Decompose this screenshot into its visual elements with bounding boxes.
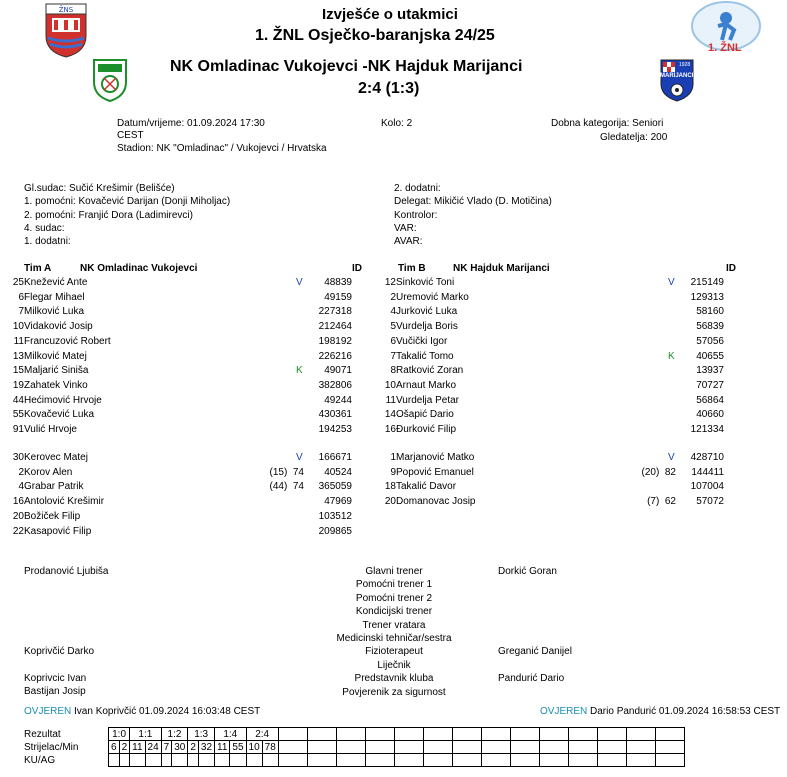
- scorer-row-label: Strijelac/Min: [24, 741, 79, 753]
- result-empty-cell: [626, 728, 655, 741]
- ku-ag-empty-cell: [130, 754, 145, 767]
- scorer-empty-cell: [452, 741, 481, 754]
- team-b-sub-player-sub: (7) 62: [647, 496, 676, 508]
- home-club-rep: Koprivcic Ivan: [24, 673, 87, 684]
- team-a-sub-player-name: Korov Alen: [24, 466, 73, 478]
- scorer-minute-cell: 32: [198, 741, 214, 754]
- result-empty-cell: [481, 728, 510, 741]
- team-b-player-name: Takalić Tomo: [396, 350, 454, 362]
- team-a-sub-player-number: 2: [18, 466, 24, 478]
- match-round: Kolo: 2: [381, 118, 413, 129]
- staff-role-label: Medicinski tehničar/sestra: [336, 633, 452, 644]
- ku-ag-empty-cell: [278, 754, 307, 767]
- verified-status-left: OVJEREN: [24, 706, 72, 717]
- scorer-empty-cell: [307, 741, 336, 754]
- match-teams: [170, 58, 522, 76]
- team-b-player-id: 57056: [696, 335, 724, 347]
- scorer-empty-cell: [481, 741, 510, 754]
- team-b-sub-player-id: 107004: [690, 481, 724, 493]
- result-score-cell: 1:1: [130, 728, 162, 741]
- result-score-cell: 1:4: [215, 728, 247, 741]
- team-a-player-name: Milković Matej: [24, 350, 87, 362]
- ku-ag-empty-cell: [145, 754, 161, 767]
- team-a-sub-player-name: Antolović Krešimir: [24, 496, 105, 508]
- team-b-sub-player-sub: (20) 82: [641, 466, 676, 478]
- result-empty-cell: [394, 728, 423, 741]
- team-a-player-id: 49244: [324, 394, 352, 406]
- ku-ag-empty-cell: [481, 754, 510, 767]
- team-a-sub-player-id: 103512: [318, 510, 352, 522]
- result-empty-cell: [568, 728, 597, 741]
- team-b-player-name: Đurković Filip: [396, 424, 457, 435]
- team-a-player-number: 25: [12, 277, 24, 288]
- ku-ag-empty-cell: [172, 754, 188, 767]
- official-left-line: Gl.sudac: Sučić Krešimir (Belišće): [24, 183, 175, 194]
- staff-role-label: Fizioterapeut: [365, 646, 423, 658]
- result-row-label: Rezultat: [24, 728, 61, 740]
- team-b-player-name: Vučički Igor: [396, 335, 448, 347]
- team-b-player-id: 129313: [690, 291, 724, 303]
- result-row: [24, 728, 684, 741]
- result-score-cell: 1:0: [109, 728, 130, 741]
- scorer-number-cell: 6: [109, 741, 120, 754]
- result-score-cell: 1:3: [188, 728, 215, 741]
- team-b-player-number: 7: [390, 350, 396, 362]
- team-a-sub-player-number: 30: [12, 452, 24, 463]
- match-datetime: Datum/vrijeme: 01.09.2024 17:30: [117, 118, 265, 129]
- away-team-title: NK Hajduk Marijanci: [367, 58, 523, 75]
- team-b-player-number: 2: [390, 291, 396, 303]
- staff-role-label: Glavni trener: [365, 566, 423, 577]
- team-b-player-name: Arnaut Marko: [396, 379, 457, 391]
- team-a-player-name: Zahatek Vinko: [24, 379, 88, 391]
- league-logo: [690, 0, 762, 58]
- official-right-line: Kontrolor:: [394, 209, 438, 221]
- team-b-player-id: 56864: [696, 394, 724, 406]
- team-b-player-id: 70727: [696, 379, 724, 391]
- city-coat-of-arms-logo: [44, 0, 88, 58]
- svg-text:ŽNS: ŽNS: [58, 6, 74, 14]
- team-b-sub-player-name: Popović Emanuel: [396, 466, 474, 478]
- team-b-label: Tim B: [398, 263, 426, 274]
- ku-ag-empty-cell: [539, 754, 568, 767]
- official-right-line: 2. dodatni:: [394, 183, 441, 194]
- team-b-player-number: 11: [385, 394, 396, 406]
- team-a-player-id: 212464: [318, 321, 352, 333]
- away-head-coach: Dorkić Goran: [498, 566, 557, 577]
- staff-role-label: Pomoćni trener 2: [355, 592, 433, 604]
- team-a-sub-player-number: 22: [12, 525, 24, 537]
- match-stadium: Stadion: NK "Omladinac" / Vukojevci / Hrvatska: [117, 143, 327, 154]
- result-empty-cell: [452, 728, 481, 741]
- team-a-player-id: 430361: [318, 409, 352, 421]
- scorer-empty-cell: [510, 741, 539, 754]
- team-a-player-number: 44: [12, 394, 24, 406]
- scorer-number-cell: 11: [130, 741, 145, 754]
- official-left-line: 1. dodatni:: [24, 236, 71, 248]
- home-physio: Koprivčić Darko: [24, 646, 95, 657]
- scorer-minute-cell: 55: [230, 741, 246, 754]
- away-club-rep: Pandurić Dario: [498, 673, 565, 684]
- team-a-sub-player-name: Grabar Patrik: [24, 481, 84, 493]
- team-a-player-id: 382806: [318, 379, 352, 391]
- team-a-player-number: 10: [12, 321, 24, 333]
- verified-text-right: Dario Pandurić 01.09.2024 16:58:53 CEST: [590, 706, 781, 717]
- team-b-player-name: Jurković Luka: [396, 306, 458, 318]
- ku-ag-empty-cell: [423, 754, 452, 767]
- ku-ag-empty-cell: [230, 754, 246, 767]
- result-empty-cell: [539, 728, 568, 741]
- ku-ag-empty-cell: [119, 754, 130, 767]
- scorer-empty-cell: [597, 741, 626, 754]
- ku-ag-empty-cell: [655, 754, 684, 767]
- ku-ag-empty-cell: [510, 754, 539, 767]
- team-a-player-name: Knežević Ante: [24, 277, 88, 288]
- ku-ag-empty-cell: [626, 754, 655, 767]
- team-a-player-id: 227318: [318, 306, 352, 318]
- team-a-sub-player-number: 4: [18, 481, 24, 493]
- spectators: Gledatelja: 200: [600, 132, 668, 143]
- result-empty-cell: [510, 728, 539, 741]
- team-a-player-number: 15: [12, 365, 24, 377]
- official-left-line: 2. pomoćni: Franjić Dora (Ladimirevci): [24, 209, 193, 221]
- scorer-minute-cell: 30: [172, 741, 188, 754]
- ku-ag-empty-cell: [568, 754, 597, 767]
- verification-right: [540, 706, 780, 717]
- ku-ag-empty-cell: [198, 754, 214, 767]
- team-b-player-name: Vurdelja Petar: [396, 394, 459, 406]
- team-a-sub-player-id: 47969: [324, 496, 352, 508]
- scorer-row: [24, 741, 684, 754]
- ku-ag-empty-cell: [365, 754, 394, 767]
- team-a-player-number: 13: [12, 350, 24, 362]
- team-a-player-name: Flegar Mihael: [24, 291, 85, 303]
- scorer-empty-cell: [568, 741, 597, 754]
- team-a-player-name: Vidaković Josip: [24, 321, 93, 333]
- team-b-sub-player-name: Domanovac Josip: [396, 496, 476, 508]
- team-b-player-id: 58160: [696, 306, 724, 318]
- ku-ag-empty-cell: [161, 754, 172, 767]
- scorer-empty-cell: [278, 741, 307, 754]
- ku-ag-empty-cell: [307, 754, 336, 767]
- scorer-number-cell: 10: [246, 741, 262, 754]
- away-physio: Greganić Danijel: [498, 646, 572, 657]
- result-empty-cell: [278, 728, 307, 741]
- team-a-sub-player-name: Božiček Filip: [24, 510, 81, 522]
- ku-ag-empty-cell: [394, 754, 423, 767]
- ku-ag-row: [24, 754, 684, 767]
- team-a-sub-player-id: 40524: [324, 466, 352, 478]
- team-a-sub-player-sub: (44) 74: [269, 481, 304, 493]
- team-a-player-name: Milković Luka: [24, 306, 85, 318]
- team-a-player-id: 198192: [318, 335, 352, 347]
- ku-ag-empty-cell: [262, 754, 278, 767]
- team-separator: -: [362, 58, 368, 75]
- team-a-player-role: K: [296, 365, 303, 377]
- league-title: 1. ŽNL Osječko-baranjska 24/25: [255, 27, 495, 44]
- staff-role-label: Pomoćni trener 1: [355, 579, 433, 591]
- home-team-badge: [90, 58, 130, 102]
- scorer-minute-cell: 2: [119, 741, 130, 754]
- team-a-player-number: 55: [12, 409, 24, 421]
- team-a-player-id: 48839: [324, 277, 352, 288]
- team-b-sub-player-name: Takalić Davor: [396, 481, 457, 493]
- ku-ag-row-label: KU/AG: [24, 754, 56, 766]
- scorer-empty-cell: [539, 741, 568, 754]
- official-left-line: 1. pomoćni: Kovačević Darijan (Donji Miholjac): [24, 196, 231, 208]
- scorer-number-cell: 2: [188, 741, 199, 754]
- team-b-player-id: 56839: [696, 321, 724, 333]
- home-team-title: NK Omladinac Vukojevci: [170, 58, 358, 75]
- team-a-player-number: 11: [13, 335, 24, 347]
- staff-role-label: Povjerenik za sigurnost: [342, 686, 446, 698]
- team-a-sub-player-number: 16: [12, 496, 24, 508]
- team-b-sub-player-role: V: [668, 452, 675, 463]
- team-b-player-number: 12: [384, 277, 396, 288]
- result-empty-cell: [655, 728, 684, 741]
- official-right-line: AVAR:: [394, 236, 423, 248]
- team-a-player-number: 7: [18, 306, 24, 318]
- team-a-player-id: 194253: [318, 424, 352, 435]
- team-a-player-number: 91: [12, 424, 24, 435]
- team-b-player-role: K: [668, 350, 675, 362]
- team-a-sub-player-id: 365059: [318, 481, 352, 493]
- ku-ag-empty-cell: [452, 754, 481, 767]
- match-timezone: CEST: [117, 130, 144, 141]
- results-table: [24, 727, 685, 767]
- team-b-sub-player-id: 428710: [690, 452, 724, 463]
- team-a-sub-player-role: V: [296, 452, 303, 463]
- staff-role-label: Predstavnik kluba: [354, 673, 434, 685]
- team-a-player-id: 49159: [324, 291, 352, 303]
- ku-ag-empty-cell: [336, 754, 365, 767]
- team-b-sub-player-id: 57072: [696, 496, 724, 508]
- verified-status-right: OVJEREN: [540, 706, 588, 717]
- away-badge-year: 1928: [679, 62, 691, 68]
- team-a-player-id: 226216: [318, 350, 352, 362]
- scorer-empty-cell: [394, 741, 423, 754]
- team-b-player-number: 14: [384, 409, 396, 421]
- result-empty-cell: [307, 728, 336, 741]
- league-logo-text: 1. ŽNL: [708, 42, 742, 54]
- team-b-sub-player-number: 18: [384, 481, 396, 493]
- team-b-player-number: 8: [390, 365, 396, 377]
- team-a-player-number: 19: [12, 379, 24, 391]
- team-a-label: Tim A: [24, 263, 52, 274]
- team-a-player-name: Kovačević Luka: [24, 409, 95, 421]
- team-a-id-header: ID: [352, 263, 362, 274]
- team-b-player-id: 40660: [696, 409, 724, 421]
- team-b-player-id: 13937: [696, 365, 724, 377]
- team-b-sub-player-id: 144411: [691, 466, 724, 478]
- team-b-player-number: 4: [390, 306, 396, 318]
- team-b-player-name: Uremović Marko: [396, 291, 469, 303]
- result-empty-cell: [336, 728, 365, 741]
- team-a-player-id: 49071: [324, 365, 352, 377]
- team-a-sub-player-name: Kasapović Filip: [24, 525, 92, 537]
- result-score-cell: 2:4: [246, 728, 278, 741]
- team-a-sub-player-id: 166671: [318, 452, 352, 463]
- team-a-player-name: Vulić Hrvoje: [24, 424, 77, 435]
- age-category: Dobna kategorija: Seniori: [551, 118, 664, 129]
- scorer-empty-cell: [655, 741, 684, 754]
- official-right-line: VAR:: [394, 222, 417, 234]
- staff-role-label: Liječnik: [377, 659, 411, 671]
- team-a-player-name: Francuzović Robert: [24, 335, 111, 347]
- scorer-empty-cell: [365, 741, 394, 754]
- team-b-player-name: Sinković Toni: [396, 277, 455, 288]
- team-b-sub-player-number: 1: [390, 452, 396, 463]
- home-head-coach: Prodanović Ljubiša: [24, 566, 109, 577]
- team-a-player-name: Hećimović Hrvoje: [24, 394, 102, 406]
- ku-ag-empty-cell: [215, 754, 230, 767]
- ku-ag-empty-cell: [246, 754, 262, 767]
- result-empty-cell: [597, 728, 626, 741]
- team-a-sub-player-name: Kerovec Matej: [24, 452, 88, 463]
- team-b-sub-player-name: Marjanović Matko: [396, 452, 475, 463]
- official-right-line: Delegat: Mikičić Vlado (D. Motičina): [394, 196, 552, 208]
- scorer-minute-cell: 24: [145, 741, 161, 754]
- scorer-empty-cell: [423, 741, 452, 754]
- scorer-empty-cell: [336, 741, 365, 754]
- team-b-sub-player-number: 20: [384, 496, 396, 508]
- team-a-name: NK Omladinac Vukojevci: [80, 263, 198, 274]
- team-b-name: NK Hajduk Marijanci: [453, 263, 550, 274]
- team-b-player-name: Ratković Zoran: [396, 365, 464, 377]
- staff-role-label: Kondicijski trener: [355, 606, 433, 618]
- ku-ag-empty-cell: [109, 754, 120, 767]
- result-empty-cell: [423, 728, 452, 741]
- team-a-player-name: Maljarić Siniša: [24, 365, 89, 377]
- team-a-sub-player-number: 20: [12, 510, 24, 522]
- result-score-cell: 1:2: [161, 728, 188, 741]
- team-a-sub-player-id: 209865: [318, 525, 352, 537]
- scorer-number-cell: 11: [215, 741, 230, 754]
- team-b-player-number: 10: [384, 379, 396, 391]
- ku-ag-empty-cell: [597, 754, 626, 767]
- team-b-player-number: 6: [390, 335, 396, 347]
- away-team-badge: [659, 58, 695, 102]
- team-b-player-name: Vurdelja Boris: [396, 321, 458, 333]
- team-a-player-number: 6: [18, 291, 24, 303]
- team-b-player-role: V: [668, 277, 675, 288]
- official-left-line: 4. sudac:: [24, 222, 65, 234]
- team-b-sub-player-number: 9: [390, 466, 396, 478]
- result-empty-cell: [365, 728, 394, 741]
- team-b-player-id: 40655: [696, 350, 724, 362]
- away-badge-text: MARIJANCI: [660, 73, 694, 79]
- report-title: Izvješće o utakmici: [322, 6, 458, 23]
- verified-text-left: Ivan Koprivčić 01.09.2024 16:03:48 CEST: [74, 706, 261, 717]
- team-a-sub-player-sub: (15) 74: [269, 466, 304, 478]
- staff-role-label: Trener vratara: [362, 619, 426, 631]
- team-b-player-name: Ošapić Dario: [396, 409, 454, 421]
- ku-ag-empty-cell: [188, 754, 199, 767]
- match-score: 2:4 (1:3): [358, 80, 420, 97]
- team-b-player-number: 5: [390, 321, 396, 333]
- team-b-id-header: ID: [726, 263, 736, 274]
- team-b-player-id: 215149: [690, 277, 724, 288]
- team-a-player-role: V: [296, 277, 303, 288]
- verification-left: [24, 706, 260, 717]
- team-b-player-number: 16: [384, 424, 396, 435]
- home-security: Bastijan Josip: [24, 686, 86, 697]
- scorer-empty-cell: [626, 741, 655, 754]
- scorer-number-cell: 7: [161, 741, 172, 754]
- scorer-minute-cell: 78: [262, 741, 278, 754]
- team-b-player-id: 121334: [690, 424, 724, 435]
